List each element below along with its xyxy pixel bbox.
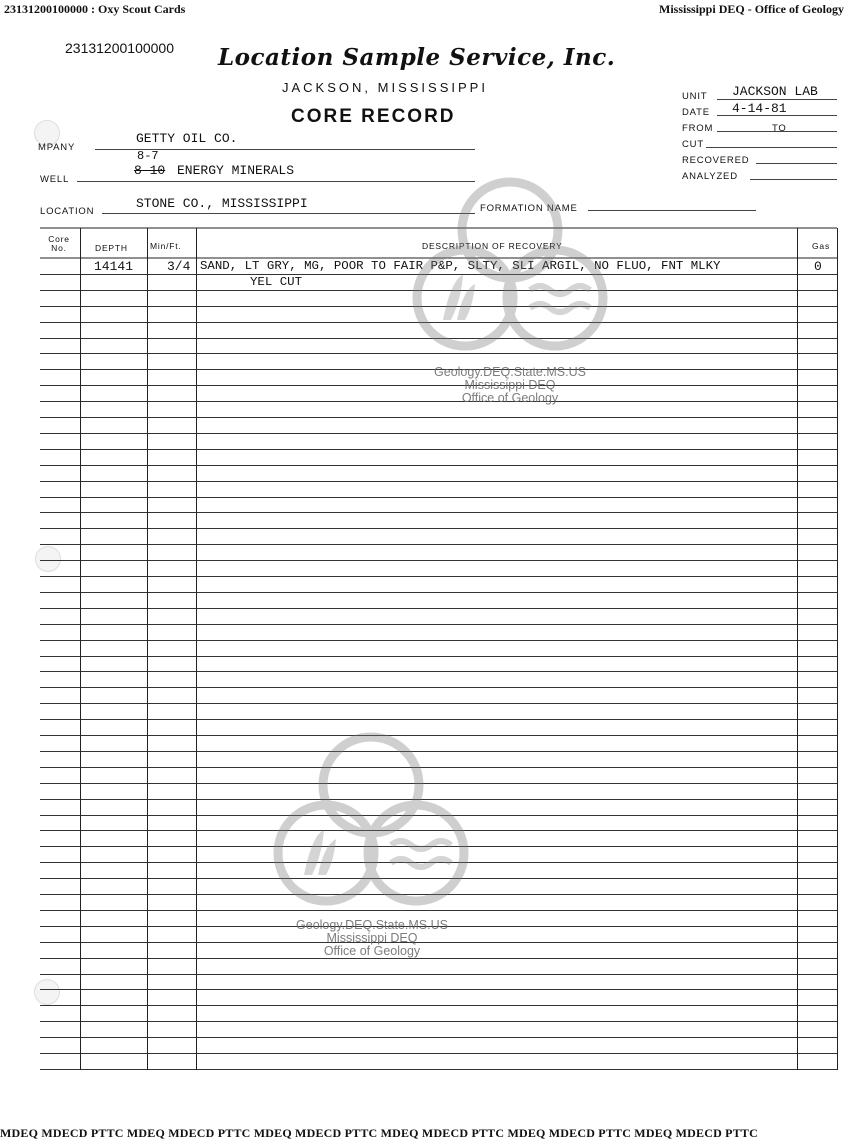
col-core-header-line1: Core <box>48 234 70 244</box>
well-struck-number: 8-10 <box>134 163 166 178</box>
watermark-line3: Office of Geology <box>323 944 421 958</box>
mdeq-watermark-logo <box>405 170 615 365</box>
watermark-line2: Mississippi DEQ <box>326 931 418 945</box>
watermark-line3: Office of Geology <box>461 391 559 405</box>
row-gas: 0 <box>814 259 822 274</box>
col-core-header-line2: No. <box>51 243 67 253</box>
footer-strip: MDEQ MDECD PTTC MDEQ MDECD PTTC MDEQ MDECD PTTC MDEQ MDECD PTTC MDEQ MDECD PTTC MDEQ MDECD PTTC <box>0 1126 758 1140</box>
col-description-header: DESCRIPTION OF RECOVERY <box>422 241 563 251</box>
date-label: DATE <box>682 107 710 118</box>
col-core-no-header <box>46 235 72 253</box>
document-id: 23131200100000 <box>65 40 175 56</box>
company-logo-name: Location Sample Service, Inc. <box>218 44 616 71</box>
col-gas-header: Gas <box>812 241 830 251</box>
watermark-line1: Geology.DEQ.State.MS.US <box>434 365 586 379</box>
to-label: TO <box>772 123 787 134</box>
col-minft-header: Min/Ft. <box>150 241 182 251</box>
col-depth-header: DEPTH <box>95 243 128 253</box>
unit-label: UNIT <box>682 91 708 102</box>
row-minft: 3/4 <box>167 259 191 274</box>
row-depth: 14141 <box>94 259 134 274</box>
row-description-line1: SAND, LT GRY, MG, POOR TO FAIR P&P, SLTY, SLI ARGIL, NO FLUO, FNT MLKY <box>200 259 721 273</box>
location-label: LOCATION <box>40 206 95 217</box>
form-title: CORE RECORD <box>291 106 456 127</box>
watermark-line2: Mississippi DEQ <box>464 378 556 392</box>
well-correction: 8-7 <box>137 149 159 163</box>
company-value: GETTY OIL CO. <box>136 131 238 146</box>
formation-name-label: FORMATION NAME <box>480 203 578 214</box>
watermark-text <box>400 366 620 405</box>
company-label: MPANY <box>38 142 76 153</box>
watermark-text <box>262 919 482 958</box>
from-label: FROM <box>682 123 714 134</box>
watermark-line1: Geology.DEQ.State.MS.US <box>296 918 448 932</box>
page-header-left: 23131200100000 : Oxy Scout Cards <box>4 2 186 16</box>
date-value: 4-14-81 <box>732 101 787 116</box>
recovered-label: RECOVERED <box>682 155 750 166</box>
company-city: JACKSON, MISSISSIPPI <box>282 80 488 95</box>
well-label: WELL <box>40 174 70 185</box>
mdeq-watermark-logo <box>266 725 476 920</box>
analyzed-label: ANALYZED <box>682 171 738 182</box>
page-header-right: Mississippi DEQ - Office of Geology <box>659 2 844 16</box>
cut-label: CUT <box>682 139 704 150</box>
location-value: STONE CO., MISSISSIPPI <box>136 196 308 211</box>
row-description-line2: YEL CUT <box>250 275 303 289</box>
unit-value: JACKSON LAB <box>732 84 818 99</box>
well-value: ENERGY MINERALS <box>177 163 295 178</box>
